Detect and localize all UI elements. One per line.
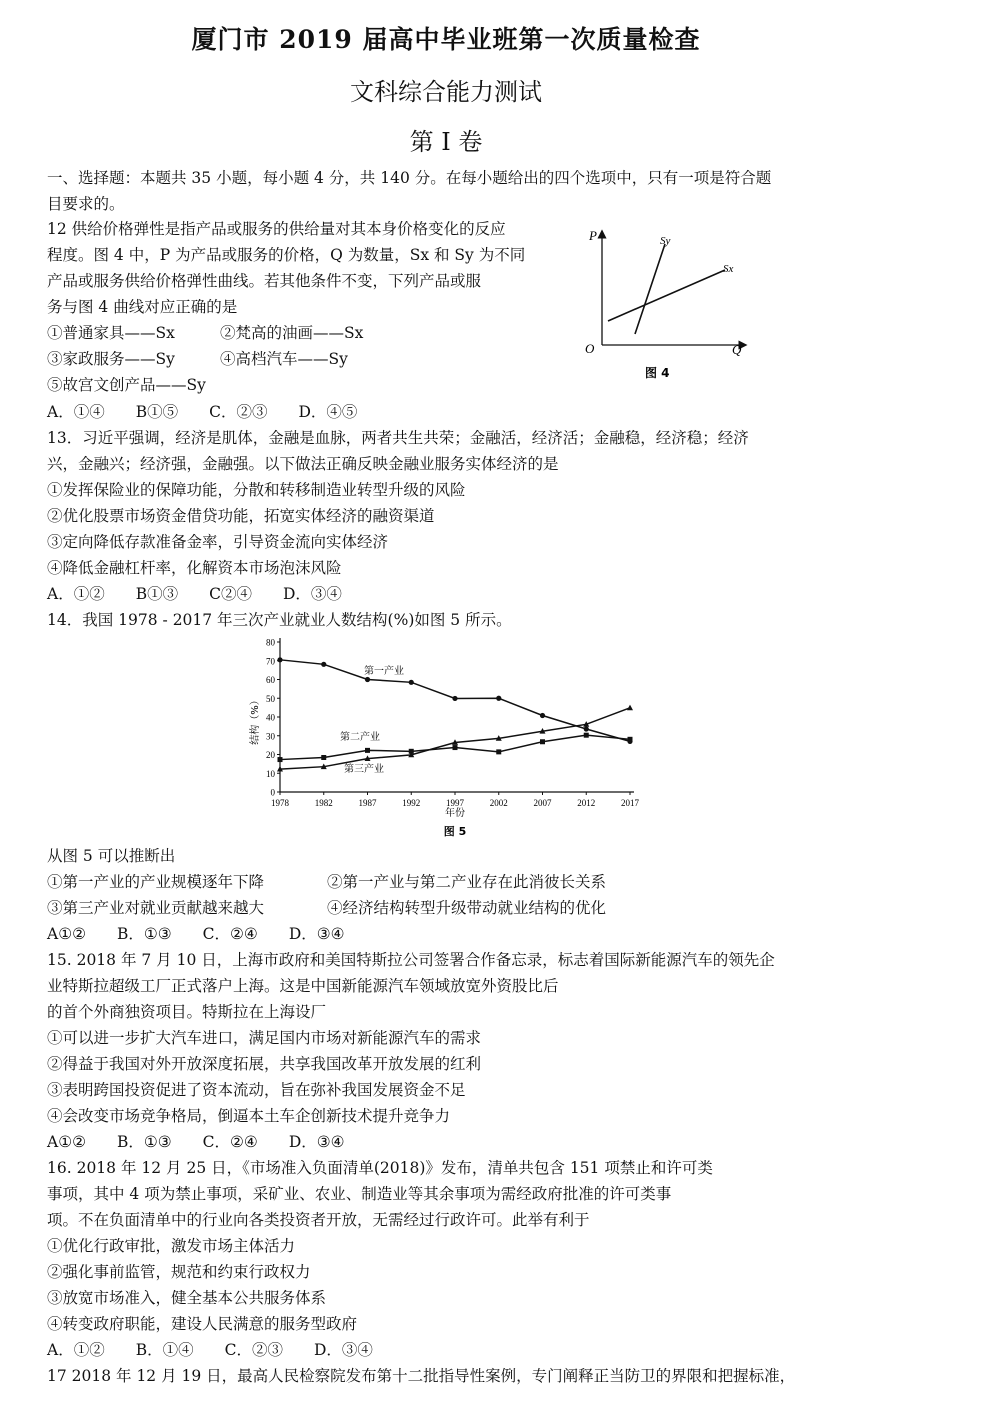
exam-title: 厦门市 2019 届高中毕业班第一次质量检查 [191, 25, 701, 54]
section-instruction: 一、选择题：本题共 35 小题，每小题 4 分，共 140 分。在每小题给出的四个选项中，只有一项是符合题 [47, 169, 772, 187]
question-14-stem: 14．我国 1978 - 2017 年三次产业就业人数结构(%)如图 5 所示。 [47, 611, 512, 629]
question-16-stem: 事项，其中 4 项为禁止事项，采矿业、农业、制造业等其余事项为需经政府批准的许可类事 [47, 1185, 672, 1203]
y-tick-label: 70 [266, 656, 275, 667]
data-point [452, 696, 457, 701]
data-point [540, 713, 545, 718]
data-point [540, 739, 545, 744]
x-tick-label: 1997 [446, 798, 464, 808]
y-tick-label: 40 [266, 712, 275, 723]
series-line-3 [280, 708, 630, 769]
question-15-choice: ②得益于我国对外开放深度拓展，共享我国改革开放发展的红利 [47, 1055, 482, 1073]
question-15-choice: ①可以进一步扩大汽车进口，满足国内市场对新能源汽车的需求 [47, 1029, 482, 1047]
question-13-stem: 13．习近平强调，经济是肌体，金融是血脉，两者共生共荣；金融活，经济活；金融稳，经济稳；经济 [47, 429, 749, 447]
data-point [628, 737, 633, 742]
data-point [453, 745, 458, 750]
data-point [627, 705, 633, 711]
question-15-stem: 15. 2018 年 7 月 10 日，上海市政府和美国特斯拉公司签署合作备忘录，标志着国际新能源汽车的领先企 [47, 951, 775, 969]
y-tick-label: 80 [266, 637, 275, 648]
question-14-options: A①② B．①③ C．②④ D．③④ [47, 925, 345, 943]
question-13-stem: 兴，金融兴；经济强，金融强。以下做法正确反映金融业服务实体经济的是 [47, 455, 559, 473]
question-16-options: A．①② B．①④ C．②③ D．③④ [47, 1341, 373, 1359]
y-tick-label: 50 [266, 693, 275, 704]
question-14-choice: ③第三产业对就业贡献越来越大 [47, 899, 265, 917]
question-12-stem: 12 供给价格弹性是指产品或服务的供给量对其本身价格变化的反应 [47, 220, 506, 238]
question-14-prompt: 从图 5 可以推断出 [47, 847, 176, 865]
question-12-stem: 产品或服务供给价格弹性曲线。若其他条件不变，下列产品或服 [47, 272, 482, 290]
sy-curve [635, 244, 665, 334]
x-tick-label: 1987 [358, 798, 377, 808]
x-tick-label: 2007 [533, 798, 552, 808]
data-point [584, 733, 589, 738]
sx-curve [608, 270, 725, 321]
question-13-choice: ①发挥保险业的保障功能，分散和转移制造业转型升级的风险 [47, 481, 466, 499]
figure-5-employment-structure-chart [246, 630, 656, 845]
sx-label: Sx [723, 263, 734, 275]
question-12-choice: ④高档汽车——Sy [220, 350, 348, 368]
data-point [278, 757, 283, 762]
exam-subtitle: 文科综合能力测试 [350, 78, 542, 106]
figure-5-caption: 图 5 [443, 825, 467, 838]
data-point [321, 755, 326, 760]
question-12-options: A．①④ B①⑤ C．②③ D．④⑤ [47, 403, 358, 421]
y-tick-label: 20 [266, 750, 275, 760]
question-17-stem: 17 2018 年 12 月 19 日，最高人民检察院发布第十二批指导性案例，专门阐释正当防卫的界限和把握标准， [47, 1367, 796, 1385]
x-tick-label: 2002 [489, 798, 508, 808]
series-label-secondary: 第二产业 [340, 732, 380, 743]
question-12-choice: ③家政服务——Sy [47, 350, 175, 368]
question-14-choice: ②第一产业与第二产业存在此消彼长关系 [327, 873, 607, 891]
figure-4-caption: 图 4 [645, 366, 670, 380]
data-point [321, 662, 326, 667]
question-16-stem: 16. 2018 年 12 月 25 日，《市场准入负面清单(2018)》发布，清单共包含 151 项禁止和许可类 [47, 1159, 713, 1177]
x-tick-label: 1982 [314, 798, 333, 808]
y-tick-label: 30 [266, 731, 275, 742]
p-axis-label: P [589, 228, 597, 243]
sy-label: Sy [660, 235, 671, 247]
question-13-choice: ③定向降低存款准备金率，引导资金流向实体经济 [47, 533, 389, 551]
data-point [365, 748, 370, 753]
x-tick-label: 2012 [577, 798, 596, 808]
data-point [409, 680, 414, 685]
data-point [496, 749, 501, 754]
question-12-choice: ①普通家具——Sx [47, 324, 175, 342]
question-15-stem: 的首个外商独资项目。特斯拉在上海设厂 [47, 1003, 327, 1021]
question-14-choice: ④经济结构转型升级带动就业结构的优化 [327, 899, 607, 917]
volume-heading: 第 I 卷 [409, 128, 483, 156]
question-15-options: A①② B．①③ C．②④ D．③④ [47, 1133, 345, 1151]
origin-label: O [585, 341, 595, 356]
y-axis-label: 结构（%） [250, 695, 261, 745]
question-12-choice: ⑤故宫文创产品——Sy [47, 376, 206, 394]
question-13-choice: ②优化股票市场资金借贷功能，拓宽实体经济的融资渠道 [47, 507, 435, 525]
question-12-stem: 程度。图 4 中，P 为产品或服务的价格，Q 为数量，Sx 和 Sy 为不同 [47, 246, 526, 264]
question-16-choice: ③放宽市场准入，健全基本公共服务体系 [47, 1289, 327, 1307]
y-tick-label: 0 [270, 787, 275, 798]
x-tick-label: 1992 [402, 798, 421, 808]
data-point [496, 696, 501, 701]
y-tick-label: 10 [266, 768, 275, 779]
section-instruction: 目要求的。 [47, 195, 125, 213]
question-16-choice: ②强化事前监管，规范和约束行政权力 [47, 1263, 311, 1281]
question-16-stem: 项。不在负面清单中的行业向各类投资者开放，无需经过行政许可。此举有利于 [47, 1211, 590, 1229]
question-15-stem: 业特斯拉超级工厂正式落户上海。这是中国新能源汽车领域放宽外资股比后 [47, 977, 559, 995]
question-13-choice: ④降低金融杠杆率，化解资本市场泡沫风险 [47, 559, 342, 577]
question-16-choice: ①优化行政审批，激发市场主体活力 [47, 1237, 296, 1255]
data-point [365, 677, 370, 682]
data-point [277, 657, 282, 662]
y-tick-label: 60 [266, 675, 275, 685]
x-axis-label: 年份 [445, 808, 465, 819]
series-label-tertiary: 第三产业 [344, 764, 384, 775]
x-tick-label: 1978 [271, 798, 289, 808]
q-axis-label: Q [732, 342, 742, 357]
question-15-choice: ③表明跨国投资促进了资本流动，旨在弥补我国发展资金不足 [47, 1081, 466, 1099]
x-tick-label: 2017 [621, 798, 639, 808]
question-15-choice: ④会改变市场竞争格局，倒逼本土车企创新技术提升竞争力 [47, 1107, 451, 1125]
data-point [584, 726, 589, 731]
question-13-options: A．①② B①③ C②④ D．③④ [47, 585, 342, 603]
question-12-choice: ②梵高的油画——Sx [220, 324, 364, 342]
figure-4-supply-elasticity [575, 222, 765, 387]
question-14-choice: ①第一产业的产业规模逐年下降 [47, 873, 265, 891]
series-label-primary: 第一产业 [364, 666, 404, 677]
question-16-choice: ④转变政府职能，建设人民满意的服务型政府 [47, 1315, 358, 1333]
question-12-stem: 务与图 4 曲线对应正确的是 [47, 298, 238, 316]
